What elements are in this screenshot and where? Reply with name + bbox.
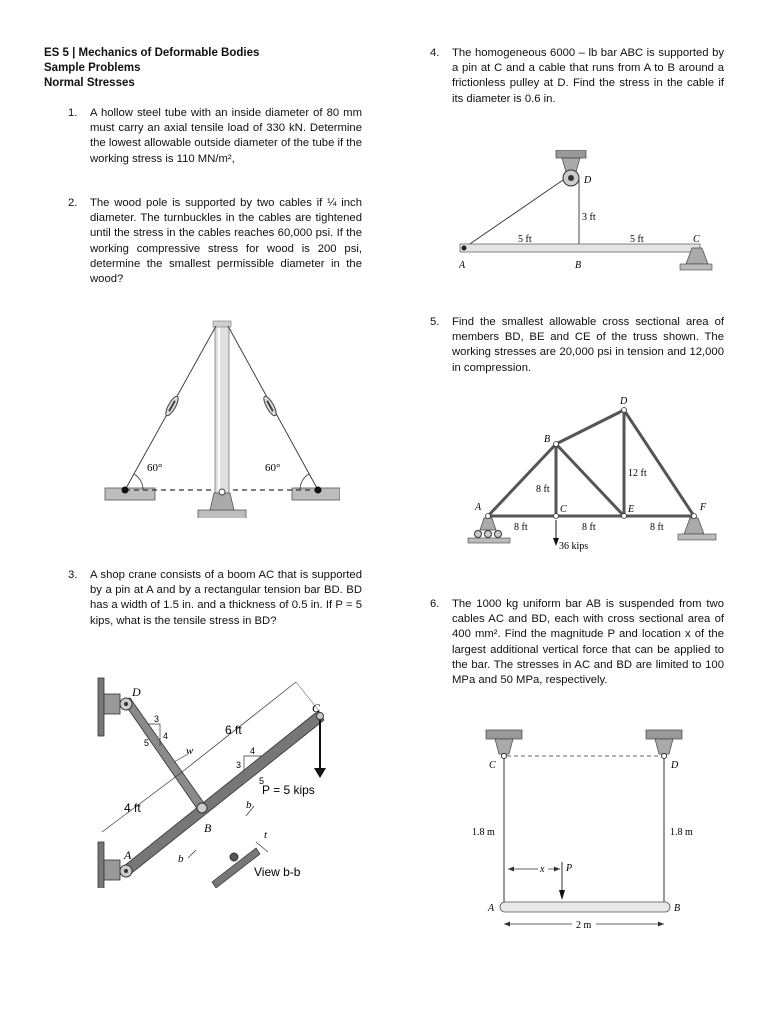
problem-number: 5.	[430, 316, 440, 328]
dim-8ft-ef: 8 ft	[650, 522, 664, 533]
label-a: A	[488, 903, 495, 914]
label-f: F	[700, 502, 707, 513]
label-a: A	[459, 260, 466, 271]
label-b-top: b	[246, 799, 252, 811]
base-ground	[198, 510, 246, 518]
dim-12ft: 12 ft	[628, 468, 647, 479]
dim-right-5ft: 5 ft	[630, 234, 644, 245]
label-p: P	[566, 863, 573, 874]
slope2-b: 4	[250, 746, 256, 756]
topic-title: Normal Stresses	[44, 77, 135, 89]
problem-number: 4.	[430, 47, 440, 59]
pin-b	[197, 803, 207, 813]
label-w: w	[186, 745, 194, 757]
problem-number: 6.	[430, 598, 440, 610]
bar-ab	[500, 902, 670, 912]
dim-left-1.8m: 1.8 m	[472, 827, 495, 838]
problem-3	[68, 568, 362, 629]
label-d: D	[620, 396, 628, 407]
figure-shop-crane	[96, 676, 358, 888]
pulley-support	[556, 150, 586, 158]
wall-support-d	[98, 678, 104, 736]
problem-text: Find the smallest allowable cross sectional area of members BD, BE and CE of the truss shown. The working stresses are 20,000 psi in tension and 12,000 in compression.	[452, 316, 724, 374]
view-label: View b-b	[254, 865, 301, 879]
problem-text: The wood pole is supported by two cables if ¼ inch diameter. The turnbuckles in the cables are tightened until the stress in the cables reaches 60,000 psi. If the working compressive stress for wood is 200 psi, determine the smallest permissible diameter in the wood?	[90, 197, 362, 286]
bar-abc	[460, 244, 700, 252]
label-d: D	[671, 760, 679, 771]
figure-truss	[462, 392, 720, 554]
support-d	[646, 730, 682, 739]
cable-ad	[464, 180, 563, 248]
slope1-c: 5	[144, 738, 150, 748]
wood-pole	[215, 323, 229, 493]
dim-6ft: 6 ft	[225, 723, 242, 737]
dim-8ft-ce: 8 ft	[582, 522, 596, 533]
problem-text: The 1000 kg uniform bar AB is suspended from two cables AC and BD, each with cross sectional area of 400 mm². Find the magnitude P and location x of the largest additional vertical force that can be applied to the bar. The stresses in AC and BD are limited to 100 MPa and 50 MPa, respectively.	[452, 598, 724, 687]
problem-text: A hollow steel tube with an inside diameter of 80 mm must carry an axial tensile load of 330 kN. Determine the lowest allowable outside diameter of the tube if the working stress is 110 MN/m²,	[90, 107, 362, 165]
label-d: D	[584, 175, 592, 186]
problem-4	[430, 46, 724, 107]
figure-suspended-bar	[462, 728, 712, 940]
left-turnbuckle	[164, 395, 181, 418]
label-a: A	[475, 502, 482, 513]
dim-left-5ft: 5 ft	[518, 234, 532, 245]
dim-3ft: 3 ft	[582, 212, 596, 223]
label-b: B	[204, 821, 212, 835]
support-c	[486, 730, 522, 739]
right-anchor	[315, 487, 322, 494]
dim-right-1.8m: 1.8 m	[670, 827, 693, 838]
left-angle-label: 60°	[147, 462, 163, 474]
problem-number: 3.	[68, 569, 78, 581]
truss-members	[488, 410, 694, 516]
label-d: D	[132, 685, 141, 699]
problem-2	[68, 196, 362, 287]
problem-6	[430, 597, 724, 688]
support-a	[480, 518, 496, 530]
label-c: C	[560, 504, 567, 515]
problem-text: A shop crane consists of a boom AC that is supported by a pin at A and by a rectangular tension bar BD. BD has a width of 1.5 in. and a thickness of 0.5 in. If P = 5 kips, what is the tensile stress in BD?	[90, 569, 362, 627]
label-a: A	[124, 848, 132, 862]
load-arrow-p	[559, 890, 565, 900]
dim-8ft-vertical: 8 ft	[536, 484, 550, 495]
label-c: C	[312, 701, 321, 715]
problem-1	[68, 106, 362, 167]
label-x: x	[540, 864, 545, 875]
problem-text: The homogeneous 6000 – lb bar ABC is supported by a pin at C and a cable that runs from A to B around a frictionless pulley at D. Find the stress in the cable if its diameter is 0.6 in.	[452, 47, 724, 105]
problem-5	[430, 315, 724, 376]
figure-wood-pole	[100, 318, 340, 518]
label-b: B	[674, 903, 681, 914]
label-b: B	[544, 434, 551, 445]
problem-number: 1.	[68, 107, 78, 119]
label-e: E	[628, 504, 635, 515]
label-c: C	[489, 760, 496, 771]
tension-bar-bd	[122, 698, 206, 810]
figure-bar-pulley	[450, 150, 720, 272]
slope1-b: 4	[163, 731, 169, 741]
wall-support-a	[98, 842, 104, 888]
dim-4ft: 4 ft	[124, 801, 141, 815]
document-header	[44, 46, 259, 91]
slope2-c: 5	[259, 776, 265, 786]
slope2-a: 3	[236, 760, 242, 770]
course-title: ES 5 | Mechanics of Deformable Bodies	[44, 47, 260, 59]
left-anchor	[122, 487, 129, 494]
dim-2m: 2 m	[576, 920, 592, 931]
load-label: 36 kips	[559, 541, 589, 552]
label-t: t	[264, 829, 268, 841]
label-b: B	[575, 260, 582, 271]
label-c: C	[693, 234, 700, 245]
pole-pin-base	[210, 493, 234, 510]
dim-8ft-ac: 8 ft	[514, 522, 528, 533]
label-b-bottom: b	[178, 853, 184, 865]
support-f	[684, 518, 704, 534]
right-turnbuckle	[262, 395, 279, 418]
section-subtitle: Sample Problems	[44, 62, 141, 74]
right-angle-label: 60°	[265, 462, 281, 474]
slope1-a: 3	[154, 714, 160, 724]
problem-number: 2.	[68, 197, 78, 209]
load-label: P = 5 kips	[262, 783, 315, 797]
